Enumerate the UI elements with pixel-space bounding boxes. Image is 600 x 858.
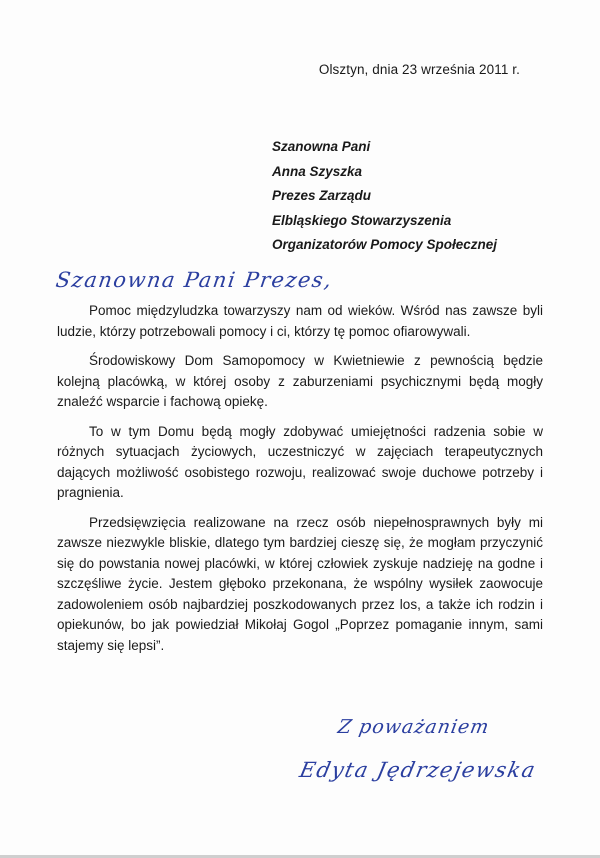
recipient-line: Szanowna Pani: [272, 139, 371, 154]
recipient-line: Prezes Zarządu: [272, 188, 372, 203]
recipient-address: [272, 135, 497, 258]
body-paragraph: To w tym Domu będą mogły zdobywać umiejętności radzenia sobie w różnych sytuacjach życiowych, uczestniczyć w zajęciach terapeutycznych dających możliwość osobistego rozwoju, realizować swoje duchowe potrzeby i pragnienia.: [57, 423, 543, 500]
recipient-line: Anna Szyszka: [272, 163, 363, 179]
date-line: Olsztyn, dnia 23 września 2011 r.: [318, 62, 520, 77]
recipient-line: Organizatorów Pomocy Społecznej: [272, 237, 498, 252]
recipient-line: Elbląskiego Stowarzyszenia: [272, 212, 452, 228]
body-paragraph: Pomoc międzyludzka towarzyszy nam od wieków. Wśród nas zawsze byli ludzie, którzy potrzebowali pomocy i ci, którzy tę pomoc ofiarowywali.: [57, 303, 543, 339]
handwritten-signature: Edyta Jędrzejewska: [297, 758, 539, 782]
body-paragraph: Środowiskowy Dom Samopomocy w Kwietniewie z pewnością będzie kolejną placówką, w której osoby z zaburzeniami psychicznymi będą mogły znaleźć wsparcie i fachową opiekę.: [57, 353, 543, 409]
body-paragraph: Przedsięwzięcia realizowane na rzecz osób niepełnosprawnych były mi zawsze niezwykle bliskie, dlatego tym bardziej cieszę się, że mogłam przyczynić się do powstania nowej placówki, w której człowiek zyskuje nadzieję na godne i szczęśliwe życie. Jestem głęboko przekonana, że wspólny wysiłek zaowocuje zadowoleniem osób najbardziej poszkodowanych przez los, a także ich rodzin i opiekunów, bo jak powiedział Mikołaj Gogol „Poprzez pomaganie innym, sami stajemy się lepsi”.: [57, 514, 543, 653]
handwritten-salutation: Szanowna Pani Prezes,: [54, 268, 335, 292]
handwritten-closing: Z poważaniem: [336, 716, 492, 738]
letter-body: [57, 301, 543, 665]
